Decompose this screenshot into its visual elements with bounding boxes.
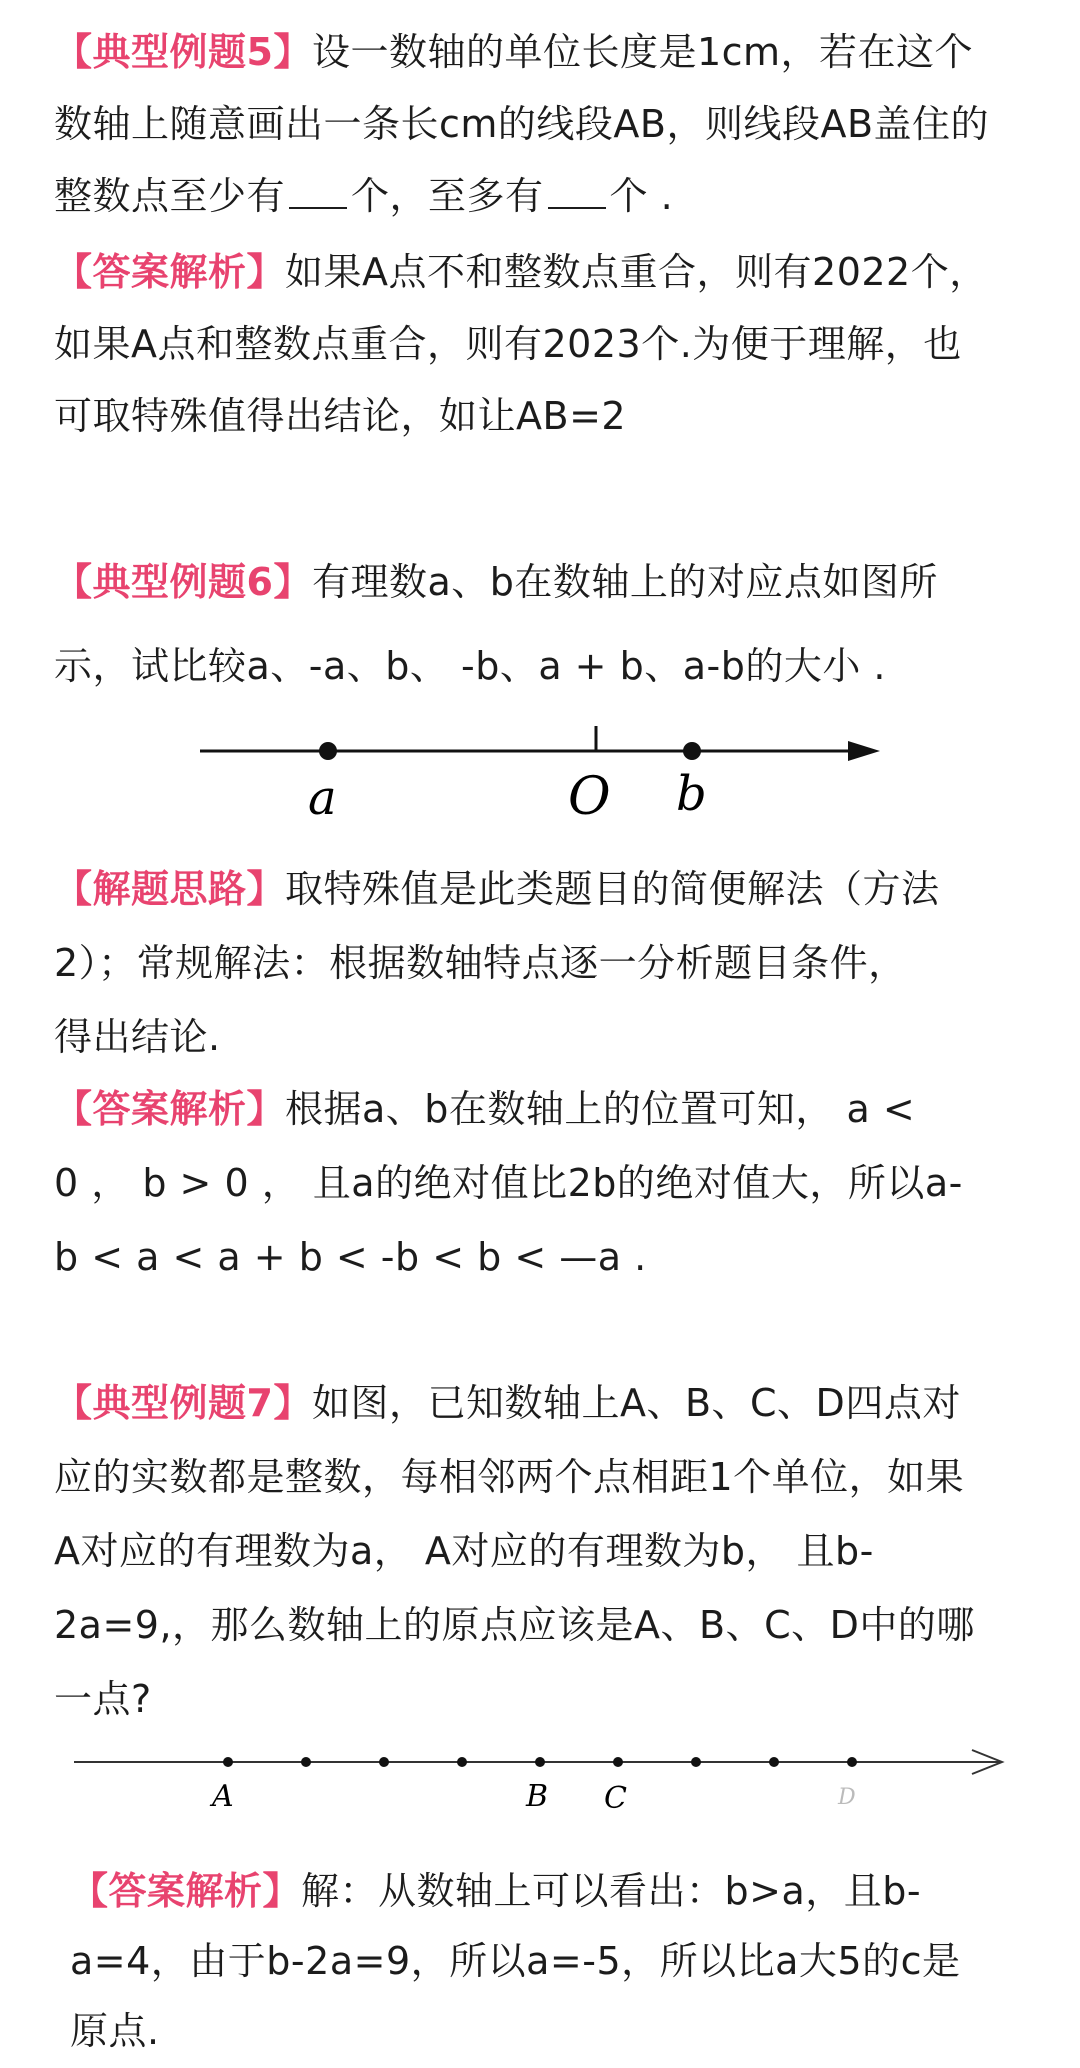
example-7-line-3: A对应的有理数为a， A对应的有理数为b， 且b-: [54, 1529, 874, 1573]
unit-point: [301, 1757, 311, 1767]
unit-point: [379, 1757, 389, 1767]
answer-6-line-3: b < a < a + b < -b < b < —a .: [54, 1235, 647, 1279]
answer-5: [54, 236, 1034, 452]
answer-6-line-1: 【答案解析】根据a、b在数轴上的位置可知， a <: [54, 1087, 916, 1131]
answer-6-line-2: 0 ， b > 0 ， 且a的绝对值比2b的绝对值大，所以a-: [54, 1161, 963, 1205]
label-a: a: [308, 770, 337, 826]
label-B: B: [526, 1779, 549, 1814]
answer-7-line-3: 原点.: [70, 2009, 160, 2053]
example-6-line-2: 示，试比较a、-a、b、 -b、a + b、a-b的大小 .: [54, 644, 887, 688]
example-5-line-1: 【典型例题5】设一数轴的单位长度是1cm，若在这个: [54, 30, 974, 74]
unit-point: [535, 1757, 545, 1767]
point-b: [683, 742, 701, 760]
answer-5-tag: 【答案解析】: [54, 250, 286, 294]
answer-7: [70, 1856, 1050, 2066]
example-6-tag: 【典型例题6】: [54, 560, 312, 604]
unit-point: [691, 1757, 701, 1767]
arrow-head: [848, 741, 880, 761]
example-6: [54, 540, 1034, 708]
label-b: b: [676, 766, 707, 822]
answer-7-line-2: a=4，由于b-2a=9，所以a=-5，所以比a大5的c是: [70, 1939, 961, 1983]
example-7: [54, 1366, 1034, 1736]
answer-blank: [548, 177, 606, 209]
answer-blank: [289, 177, 347, 209]
answer-6: [54, 1072, 1034, 1294]
label-A: A: [212, 1779, 234, 1814]
unit-point: [769, 1757, 779, 1767]
example-7-line-4: 2a=9,，那么数轴上的原点应该是A、B、C、D中的哪: [54, 1603, 975, 1647]
answer-6-tag: 【答案解析】: [54, 1087, 286, 1131]
number-line-figure-6: [0, 718, 1080, 828]
unit-point: [847, 1757, 857, 1767]
example-5-line-2: 数轴上随意画出一条长cm的线段AB，则线段AB盖住的: [54, 102, 990, 146]
label-C: C: [604, 1781, 627, 1816]
idea-6-line-2: 2）；常规解法：根据数轴特点逐一分析题目条件，: [54, 941, 907, 985]
label-D: D: [838, 1785, 856, 1810]
example-7-tag: 【典型例题7】: [54, 1381, 312, 1425]
label-origin: O: [568, 767, 611, 827]
answer-5-line-1: 【答案解析】如果A点不和整数点重合，则有2022个，: [54, 250, 988, 294]
idea-6-line-3: 得出结论.: [54, 1015, 221, 1059]
example-7-line-2: 应的实数都是整数，每相邻两个点相距1个单位，如果: [54, 1455, 965, 1499]
example-5: [54, 16, 1034, 232]
answer-7-line-1: 【答案解析】解：从数轴上可以看出：b>a，且b-: [70, 1869, 922, 1913]
solution-idea-6: [54, 852, 1034, 1074]
unit-point: [457, 1757, 467, 1767]
idea-6-line-1: 【解题思路】取特殊值是此类题目的简便解法（方法: [54, 867, 940, 911]
answer-7-tag: 【答案解析】: [70, 1869, 302, 1913]
point-a: [319, 742, 337, 760]
answer-5-line-2: 如果A点和整数点重合，则有2023个.为便于理解，也: [54, 322, 962, 366]
example-5-line-3: 整数点至少有 个，至多有 个 .: [54, 174, 674, 218]
example-6-line-1: 【典型例题6】有理数a、b在数轴上的对应点如图所: [54, 560, 938, 604]
example-7-line-5: 一点?: [54, 1677, 152, 1721]
example-5-tag: 【典型例题5】: [54, 30, 312, 74]
unit-point: [223, 1757, 233, 1767]
example-7-line-1: 【典型例题7】如图，已知数轴上A、B、C、D四点对: [54, 1381, 961, 1425]
answer-5-line-3: 可取特殊值得出结论，如让AB=2: [54, 394, 627, 438]
number-line-figure-7: [0, 1742, 1080, 1822]
unit-point: [613, 1757, 623, 1767]
idea-6-tag: 【解题思路】: [54, 867, 286, 911]
